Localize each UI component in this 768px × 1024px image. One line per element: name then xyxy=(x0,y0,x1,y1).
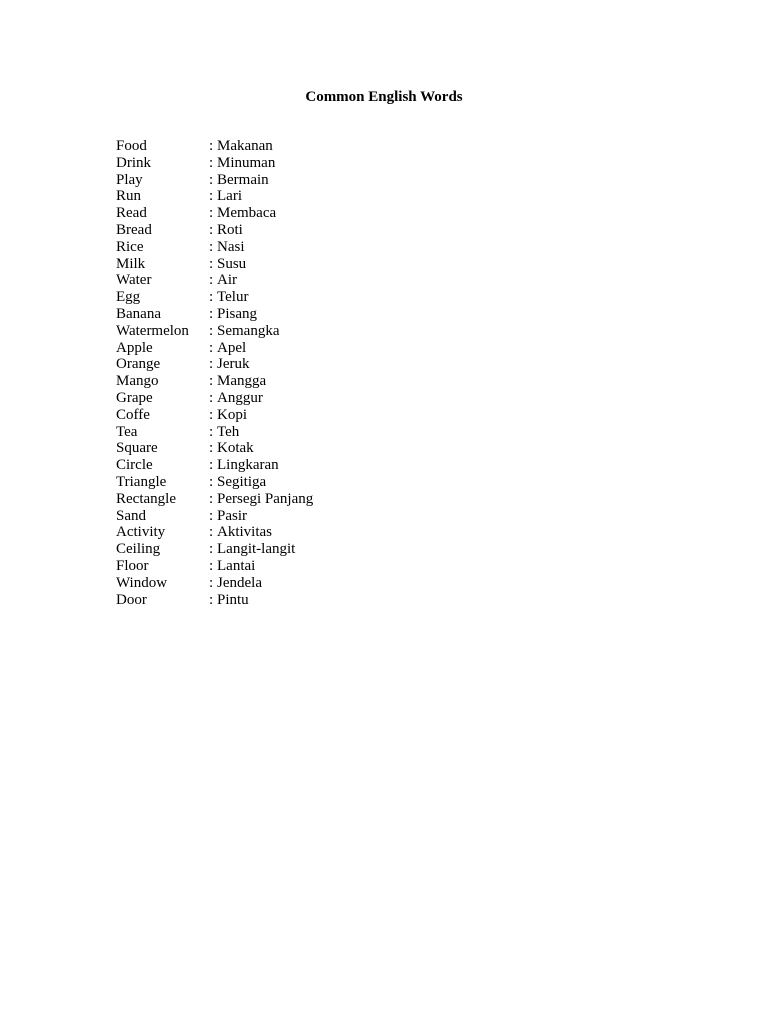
indonesian-translation: Anggur xyxy=(217,389,263,406)
indonesian-translation: Jeruk xyxy=(217,356,250,373)
english-word: Tea xyxy=(116,423,138,440)
indonesian-translation: Makanan xyxy=(217,138,273,154)
english-word: Sand xyxy=(116,507,146,524)
indonesian-translation: Kotak xyxy=(217,440,254,457)
indonesian-translation: Membaca xyxy=(217,205,277,222)
english-word: Run xyxy=(116,188,142,205)
indonesian-translation: Kopi xyxy=(217,406,247,423)
word-row xyxy=(116,239,313,256)
english-word: Read xyxy=(116,205,147,222)
word-row xyxy=(116,407,313,424)
indonesian-translation: Pasir xyxy=(217,507,247,524)
english-word: Activity xyxy=(116,524,166,541)
word-row xyxy=(116,222,313,239)
english-word: Grape xyxy=(116,389,153,406)
separator-colon: : xyxy=(209,557,214,574)
english-word: Drink xyxy=(116,154,151,171)
separator-colon: : xyxy=(209,524,214,541)
indonesian-translation: Teh xyxy=(217,423,240,440)
indonesian-translation: Pintu xyxy=(217,591,249,608)
indonesian-translation: Apel xyxy=(217,339,247,356)
english-word: Ceiling xyxy=(116,541,161,558)
indonesian-translation: Air xyxy=(217,272,237,289)
separator-colon: : xyxy=(209,272,214,289)
separator-colon: : xyxy=(209,541,214,558)
separator-colon: : xyxy=(209,490,214,507)
indonesian-translation: Jendela xyxy=(217,574,262,591)
indonesian-translation: Bermain xyxy=(217,171,269,188)
english-word: Door xyxy=(116,591,147,608)
english-word: Food xyxy=(116,138,147,154)
english-word: Window xyxy=(116,574,168,591)
separator-colon: : xyxy=(209,205,214,222)
word-row xyxy=(116,373,313,390)
english-word: Milk xyxy=(116,255,146,272)
indonesian-translation: Lari xyxy=(217,188,242,205)
word-row xyxy=(116,474,313,491)
word-row xyxy=(116,205,313,222)
separator-colon: : xyxy=(209,591,214,608)
english-word: Square xyxy=(116,440,158,457)
separator-colon: : xyxy=(209,339,214,356)
separator-colon: : xyxy=(209,406,214,423)
indonesian-translation: Aktivitas xyxy=(217,524,272,541)
indonesian-translation: Nasi xyxy=(217,238,245,255)
indonesian-translation: Minuman xyxy=(217,154,276,171)
word-row xyxy=(116,289,313,306)
english-word: Rectangle xyxy=(116,490,176,507)
word-row xyxy=(116,558,313,575)
english-word: Play xyxy=(116,171,143,188)
word-row xyxy=(116,272,313,289)
word-row xyxy=(116,138,313,155)
word-row xyxy=(116,172,313,189)
separator-colon: : xyxy=(209,221,214,238)
word-row xyxy=(116,340,313,357)
word-row xyxy=(116,524,313,541)
separator-colon: : xyxy=(209,138,214,154)
word-row xyxy=(116,508,313,525)
separator-colon: : xyxy=(209,154,214,171)
word-row xyxy=(116,155,313,172)
separator-colon: : xyxy=(209,473,214,490)
separator-colon: : xyxy=(209,373,214,390)
word-row xyxy=(116,491,313,508)
indonesian-translation: Persegi Panjang xyxy=(217,490,314,507)
separator-colon: : xyxy=(209,171,214,188)
indonesian-translation: Telur xyxy=(217,289,249,306)
word-row xyxy=(116,457,313,474)
indonesian-translation: Langit-langit xyxy=(217,541,296,558)
word-row xyxy=(116,390,313,407)
english-word: Circle xyxy=(116,457,153,474)
separator-colon: : xyxy=(209,440,214,457)
indonesian-translation: Lantai xyxy=(217,557,256,574)
word-row xyxy=(116,440,313,457)
separator-colon: : xyxy=(209,457,214,474)
word-row xyxy=(116,541,313,558)
separator-colon: : xyxy=(209,322,214,339)
word-row xyxy=(116,306,313,323)
separator-colon: : xyxy=(209,238,214,255)
english-word: Rice xyxy=(116,238,144,255)
separator-colon: : xyxy=(209,305,214,322)
separator-colon: : xyxy=(209,423,214,440)
word-row xyxy=(116,592,313,609)
separator-colon: : xyxy=(209,356,214,373)
indonesian-translation: Mangga xyxy=(217,373,267,390)
english-word: Mango xyxy=(116,373,159,390)
english-word: Egg xyxy=(116,289,141,306)
indonesian-translation: Segitiga xyxy=(217,473,267,490)
word-list xyxy=(116,138,313,608)
english-word: Banana xyxy=(116,305,161,322)
word-row xyxy=(116,356,313,373)
word-row xyxy=(116,256,313,273)
english-word: Watermelon xyxy=(116,322,189,339)
word-row xyxy=(116,188,313,205)
english-word: Bread xyxy=(116,221,152,238)
separator-colon: : xyxy=(209,289,214,306)
separator-colon: : xyxy=(209,389,214,406)
english-word: Apple xyxy=(116,339,153,356)
separator-colon: : xyxy=(209,255,214,272)
english-word: Floor xyxy=(116,557,149,574)
separator-colon: : xyxy=(209,188,214,205)
indonesian-translation: Pisang xyxy=(217,305,258,322)
english-word: Orange xyxy=(116,356,161,373)
word-row xyxy=(116,323,313,340)
separator-colon: : xyxy=(209,574,214,591)
english-word: Coffe xyxy=(116,406,150,423)
indonesian-translation: Roti xyxy=(217,221,243,238)
indonesian-translation: Susu xyxy=(217,255,247,272)
indonesian-translation: Semangka xyxy=(217,322,280,339)
indonesian-translation: Lingkaran xyxy=(217,457,279,474)
document-title: Common English Words xyxy=(305,89,463,105)
separator-colon: : xyxy=(209,507,214,524)
english-word: Triangle xyxy=(116,473,167,490)
word-row xyxy=(116,575,313,592)
english-word: Water xyxy=(116,272,152,289)
word-row xyxy=(116,424,313,441)
